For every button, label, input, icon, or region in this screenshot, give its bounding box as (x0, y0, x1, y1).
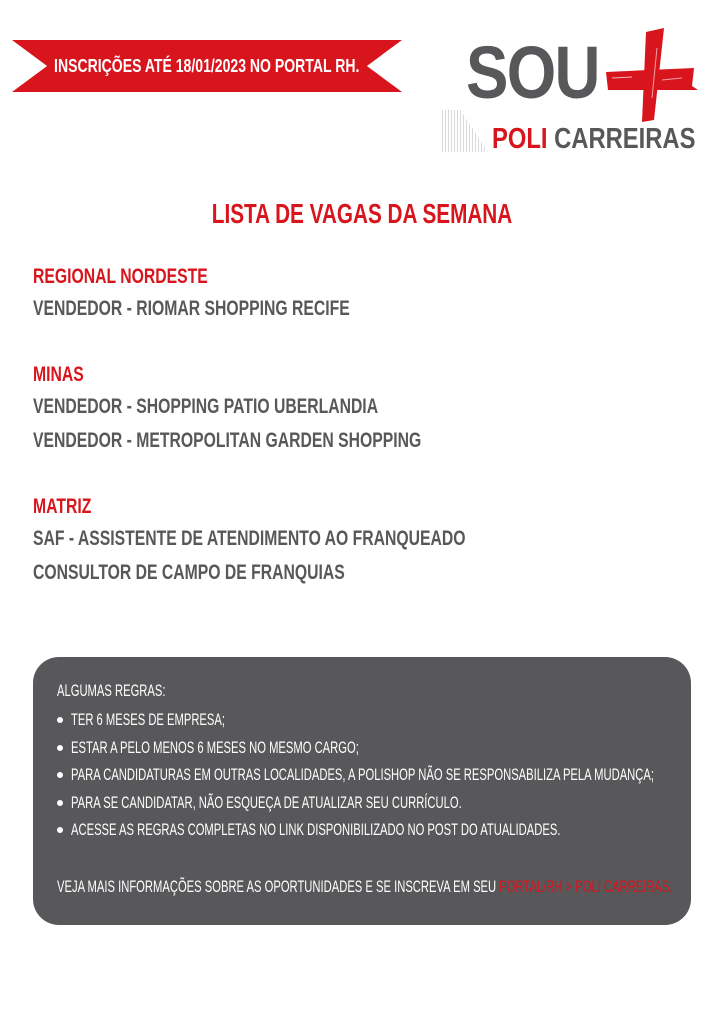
job-title: VENDEDOR - RIOMAR SHOPPING RECIFE (33, 297, 350, 320)
bullet-icon (57, 772, 63, 778)
deadline-banner-text-wrap (12, 40, 402, 92)
job-title: SAF - ASSISTENTE DE ATENDIMENTO AO FRANQUEADO (33, 527, 466, 550)
job-title: CONSULTOR DE CAMPO DE FRANQUIAS (33, 561, 345, 584)
section-matriz (33, 492, 693, 590)
rules-footer (57, 875, 724, 899)
rule-text: PARA CANDIDATURAS EM OUTRAS LOCALIDADES, A POLISHOP NÃO SE RESPONSABILIZA PELA MUDANÇA; (71, 765, 654, 784)
section-regional-nordeste (33, 262, 693, 326)
bullet-icon (57, 800, 63, 806)
rules-footer-text: VEJA MAIS INFORMAÇÕES SOBRE AS OPORTUNIDADES E SE INSCREVA EM SEU (57, 877, 500, 896)
bullet-icon (57, 717, 63, 723)
section-title-text: REGIONAL NORDESTE (33, 265, 208, 288)
section-title (33, 360, 693, 390)
logo-stripes-decoration (442, 110, 488, 152)
job-title: VENDEDOR - METROPOLITAN GARDEN SHOPPING (33, 429, 422, 452)
page-title (0, 196, 724, 232)
portal-rh-link[interactable]: PORTAL/RH > POLI CARREIRAS. (499, 877, 673, 896)
rule-item (57, 761, 697, 789)
sou-mais-poli-carreiras-logo (440, 28, 700, 158)
rules-heading-text: ALGUMAS REGRAS: (57, 681, 166, 700)
rule-item (57, 706, 697, 734)
rules-list (57, 706, 697, 844)
job-item (33, 390, 693, 424)
rule-text: TER 6 MESES DE EMPRESA; (71, 710, 226, 729)
section-minas (33, 360, 693, 458)
logo-poli-text: POLI (492, 123, 548, 155)
job-item (33, 292, 693, 326)
logo-carreiras-text: CARREIRAS (554, 123, 696, 155)
rules-box (33, 657, 691, 925)
job-title: VENDEDOR - SHOPPING PATIO UBERLANDIA (33, 395, 379, 418)
section-title (33, 262, 693, 292)
section-title-text: MATRIZ (33, 495, 92, 518)
logo-sou-text: SOU (466, 31, 599, 114)
section-title (33, 492, 693, 522)
rule-item (57, 816, 697, 844)
rules-heading (57, 679, 221, 703)
rule-text: ACESSE AS REGRAS COMPLETAS NO LINK DISPONIBILIZADO NO POST DO ATUALIDADES. (71, 820, 561, 839)
deadline-banner-text: INSCRIÇÕES ATÉ 18/01/2023 NO PORTAL RH. (54, 55, 360, 76)
bullet-icon (57, 827, 63, 833)
section-title-text: MINAS (33, 363, 84, 386)
logo-poli-carreiras (492, 124, 695, 154)
rules-footer-wrap (57, 875, 673, 899)
rule-text: PARA SE CANDIDATAR, NÃO ESQUEÇA DE ATUALIZAR SEU CURRÍCULO. (71, 792, 462, 812)
page-title-text: LISTA DE VAGAS DA SEMANA (211, 198, 513, 229)
job-item (33, 424, 693, 458)
rule-item (57, 734, 697, 762)
job-sections (33, 262, 693, 624)
red-plus-icon (602, 28, 698, 124)
rule-text: ESTAR A PELO MENOS 6 MESES NO MESMO CARGO; (71, 737, 359, 757)
job-item (33, 556, 693, 590)
bullet-icon (57, 745, 63, 751)
job-item (33, 522, 693, 556)
rule-item (57, 789, 697, 817)
